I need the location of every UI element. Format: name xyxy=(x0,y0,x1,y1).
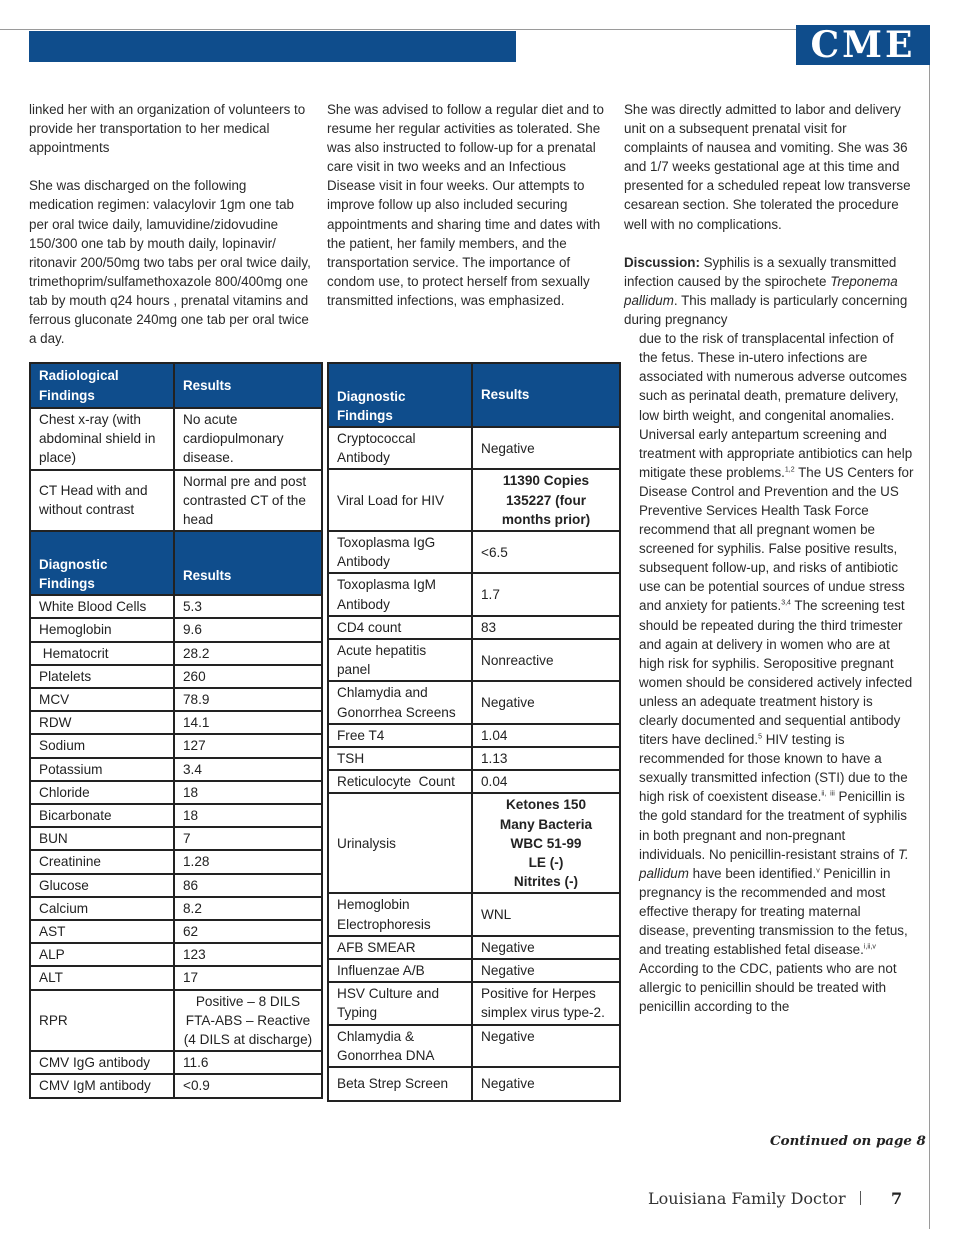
table-row xyxy=(30,1051,322,1074)
test-cell: CMV IgG antibody xyxy=(30,1051,174,1074)
table-row xyxy=(30,781,322,804)
page-number: 7 xyxy=(891,1189,903,1208)
table-row xyxy=(328,1067,620,1101)
table-row xyxy=(328,427,620,469)
test-cell: Cryptococcal Antibody xyxy=(328,427,472,469)
result-cell: 127 xyxy=(174,734,322,757)
test-cell: RPR xyxy=(30,990,174,1052)
table-header-row xyxy=(30,531,322,595)
table-row xyxy=(328,793,620,893)
table-row xyxy=(30,874,322,897)
header-cell: Results xyxy=(472,363,620,427)
result-cell: 11390 Copies 135227 (four months prior) xyxy=(472,469,620,531)
test-cell: MCV xyxy=(30,688,174,711)
test-cell: Bicarbonate xyxy=(30,804,174,827)
table-header-row xyxy=(30,363,322,408)
test-cell: Free T4 xyxy=(328,724,472,747)
reference: iii xyxy=(830,790,835,798)
table-row xyxy=(328,531,620,573)
test-cell: Chloride xyxy=(30,781,174,804)
table-row xyxy=(30,618,322,641)
table-row xyxy=(328,982,620,1024)
result-cell: 18 xyxy=(174,804,322,827)
result-cell: 123 xyxy=(174,943,322,966)
test-cell: White Blood Cells xyxy=(30,595,174,618)
test-cell: Toxoplasma IgM Antibody xyxy=(328,573,472,615)
table-row xyxy=(30,804,322,827)
header-cell: Diagnostic Findings xyxy=(328,363,472,427)
reference: 1,2 xyxy=(784,466,795,474)
table-row xyxy=(328,469,620,531)
header-cell: Results xyxy=(174,531,322,595)
result-cell: 11.6 xyxy=(174,1051,322,1074)
test-cell: ALT xyxy=(30,966,174,989)
column-1 xyxy=(29,100,314,348)
result-cell: Negative xyxy=(472,936,620,959)
test-cell: CMV IgM antibody xyxy=(30,1074,174,1097)
test-cell: CT Head with and without contrast xyxy=(30,470,174,532)
result-cell: <6.5 xyxy=(472,531,620,573)
table-row xyxy=(30,470,322,532)
table-row xyxy=(30,734,322,757)
reference: 5 xyxy=(758,733,763,741)
result-cell: Nonreactive xyxy=(472,639,620,681)
test-cell: Platelets xyxy=(30,665,174,688)
result-cell: 5.3 xyxy=(174,595,322,618)
test-cell: Glucose xyxy=(30,874,174,897)
table-row xyxy=(30,711,322,734)
result-cell: Negative xyxy=(472,681,620,723)
result-cell: 3.4 xyxy=(174,758,322,781)
table-row xyxy=(328,1025,620,1067)
test-cell: Chlamydia & Gonorrhea DNA xyxy=(328,1025,472,1067)
test-cell: Toxoplasma IgG Antibody xyxy=(328,531,472,573)
table-row xyxy=(328,959,620,982)
table-row xyxy=(30,966,322,989)
test-cell: Hematocrit xyxy=(30,642,174,665)
test-cell: HSV Culture and Typing xyxy=(328,982,472,1024)
test-cell: Chlamydia and Gonorrhea Screens xyxy=(328,681,472,723)
table-row xyxy=(30,408,322,470)
table-row xyxy=(30,850,322,873)
result-cell: 1.28 xyxy=(174,850,322,873)
result-cell: 62 xyxy=(174,920,322,943)
result-cell: 1.04 xyxy=(472,724,620,747)
result-cell: 1.7 xyxy=(472,573,620,615)
result-cell: 1.13 xyxy=(472,747,620,770)
test-cell: ALP xyxy=(30,943,174,966)
result-cell: 86 xyxy=(174,874,322,897)
result-cell: 0.04 xyxy=(472,770,620,793)
result-cell: 260 xyxy=(174,665,322,688)
header-cell: Diagnostic Findings xyxy=(30,531,174,595)
header-cell: Radiological Findings xyxy=(30,363,174,408)
table-row xyxy=(30,665,322,688)
test-cell: Hemoglobin xyxy=(30,618,174,641)
test-cell: AST xyxy=(30,920,174,943)
result-cell: 7 xyxy=(174,827,322,850)
table-row xyxy=(328,573,620,615)
test-cell: Urinalysis xyxy=(328,793,472,893)
test-cell: Influenzae A/B xyxy=(328,959,472,982)
discussion-paragraph: Discussion: Syphilis is a sexually transmitted infection caused by the spirochete Treponema pallidum. This mallady is particularly concerning during pregnancy xyxy=(624,254,908,328)
table-row xyxy=(30,897,322,920)
findings-table-right xyxy=(327,362,621,1102)
reference: v xyxy=(816,867,820,875)
test-cell: Beta Strep Screen xyxy=(328,1067,472,1101)
paragraph: She was advised to follow a regular diet and to resume her regular activities as tolerated. She was also instructed to follow-up for a prenatal care visit in two weeks and an Infectious Disease visit in four weeks. Our attempts to improve follow up also included securing appointments and sharing time and dates with the patient, her family members, and the transportation service. The importance of condom use, to protect herself from sexually transmitted infections, was emphasized. xyxy=(327,102,604,308)
paragraph: linked her with an organization of volunteers to provide her transportation to her medical appointments xyxy=(29,102,306,156)
test-cell: CD4 count xyxy=(328,616,472,639)
cme-badge: CME xyxy=(796,25,930,65)
table-row xyxy=(30,595,322,618)
test-cell: Sodium xyxy=(30,734,174,757)
table-row xyxy=(30,990,322,1052)
table-row xyxy=(328,747,620,770)
column-3 xyxy=(624,100,914,1017)
reference: ii, xyxy=(821,790,827,798)
table-row xyxy=(30,827,322,850)
table-row xyxy=(328,770,620,793)
result-cell: Negative xyxy=(472,1067,620,1101)
header-bar xyxy=(29,31,516,62)
result-cell: 28.2 xyxy=(174,642,322,665)
paragraph: She was directly admitted to labor and delivery unit on a subsequent prenatal visit for complaints of nausea and vomiting. She was 36 and 1/7 weeks gestational age at this time and presented for a scheduled repeat low transverse cesarean section. She tolerated the procedure well with no complications. xyxy=(624,102,911,232)
paragraph: She was discharged on the following medication regimen: valacylovir 1gm one tab per oral twice daily, lamuvidine/zidovudine 150/300 one tab by mouth daily, lopinavir/ ritonavir 200/50mg two tabs per oral twice daily, trimethoprim/sulfamethoxazole 800/400mg one tab by mouth q24 hours , prenatal vitamins and ferrous gluconate 240mg one tab per oral twice a day. xyxy=(29,178,311,347)
table-row xyxy=(328,936,620,959)
result-cell: Positive – 8 DILS FTA-ABS – Reactive (4 DILS at discharge) xyxy=(174,990,322,1052)
table-row xyxy=(30,1074,322,1097)
result-cell: <0.9 xyxy=(174,1074,322,1097)
result-cell: 83 xyxy=(472,616,620,639)
result-cell: Negative xyxy=(472,427,620,469)
result-cell: Negative xyxy=(472,1025,620,1067)
test-cell: Reticulocyte Count xyxy=(328,770,472,793)
findings-table-left xyxy=(29,362,323,1099)
result-cell: 17 xyxy=(174,966,322,989)
reference: 3,4 xyxy=(781,599,791,607)
test-cell: BUN xyxy=(30,827,174,850)
result-cell: 18 xyxy=(174,781,322,804)
result-cell: 14.1 xyxy=(174,711,322,734)
test-cell: Potassium xyxy=(30,758,174,781)
continued-note: Continued on page 8 xyxy=(770,1133,926,1149)
top-rule xyxy=(0,29,930,30)
result-cell: No acute cardiopulmonary disease. xyxy=(174,408,322,470)
test-cell: Acute hepatitis panel xyxy=(328,639,472,681)
table-row xyxy=(30,642,322,665)
result-cell: WNL xyxy=(472,893,620,935)
table-row xyxy=(328,681,620,723)
header-cell: Results xyxy=(174,363,322,408)
result-cell: 9.6 xyxy=(174,618,322,641)
discussion-continued: due to the risk of transplacental infection of the fetus. These in-utero infections are associated with numerous adverse outcomes such as perinatal death, premature delivery, low birth weight, and congenital anomalies. Universal early antepartum screening and treatment with appropriate antibiotics can help mitigate these problems.$^{1,2}$ The US Centers for Disease Control and Prevention and the US Preventive Services Health Task Force recommend that all pregnant women be screened for syphilis. False positive results, subsequent follow-up, and risks of antibiotic use can be potential sources of undue stress and anxiety for patients.$^{3,4}$ The screening test should be repeated during the third trimester and again at delivery in women who are at high risk for syphilis. Seropositive pregnant women should be considered actively infected unless an adequate treatment history is clearly documented and sequential antibody titers have declined.$^5$ HIV testing is recommended for those known to have a sexually transmitted infection (STI) due to the high risk of coexistent disease.$^{ii,}$ $^{iii}$ Penicillin is the gold standard for the treatment of syphilis in both pregnant and non-pregnant individuals. No penicillin-resistant strains of T. pallidum have been identified.$^v$ Penicillin in pregnancy is the recommended and most effective therapy for treating maternal disease, preventing transmission to the fetus, and treating established fetal disease.$^{i,ii,v}$ According to the CDC, patients who are not allergic to penicillin should be treated with penicillin according to the xyxy=(639,331,914,1015)
table-header-row xyxy=(328,363,620,427)
footer-separator xyxy=(860,1191,861,1205)
test-cell: Chest x-ray (with abdominal shield in place) xyxy=(30,408,174,470)
result-cell: Positive for Herpes simplex virus type-2. xyxy=(472,982,620,1024)
result-cell: 78.9 xyxy=(174,688,322,711)
table-row xyxy=(30,920,322,943)
right-rule xyxy=(929,29,930,1229)
table-row xyxy=(328,639,620,681)
discussion-label: Discussion: xyxy=(624,254,700,270)
test-cell: TSH xyxy=(328,747,472,770)
result-cell: Ketones 150 Many Bacteria WBC 51-99 LE (-) Nitrites (-) xyxy=(472,793,620,893)
test-cell: RDW xyxy=(30,711,174,734)
table-row xyxy=(328,893,620,935)
test-cell: Creatinine xyxy=(30,850,174,873)
test-cell: AFB SMEAR xyxy=(328,936,472,959)
test-cell: Hemoglobin Electrophoresis xyxy=(328,893,472,935)
result-cell: Normal pre and post contrasted CT of the head xyxy=(174,470,322,532)
table-row xyxy=(328,616,620,639)
table-row xyxy=(30,688,322,711)
result-cell: Negative xyxy=(472,959,620,982)
table-row xyxy=(30,758,322,781)
column-2 xyxy=(327,100,612,310)
result-cell: 8.2 xyxy=(174,897,322,920)
test-cell: Viral Load for HIV xyxy=(328,469,472,531)
test-cell: Calcium xyxy=(30,897,174,920)
reference: i,ii,v xyxy=(863,943,876,951)
table-row xyxy=(30,943,322,966)
table-row xyxy=(328,724,620,747)
journal-title: Louisiana Family Doctor xyxy=(648,1189,846,1208)
